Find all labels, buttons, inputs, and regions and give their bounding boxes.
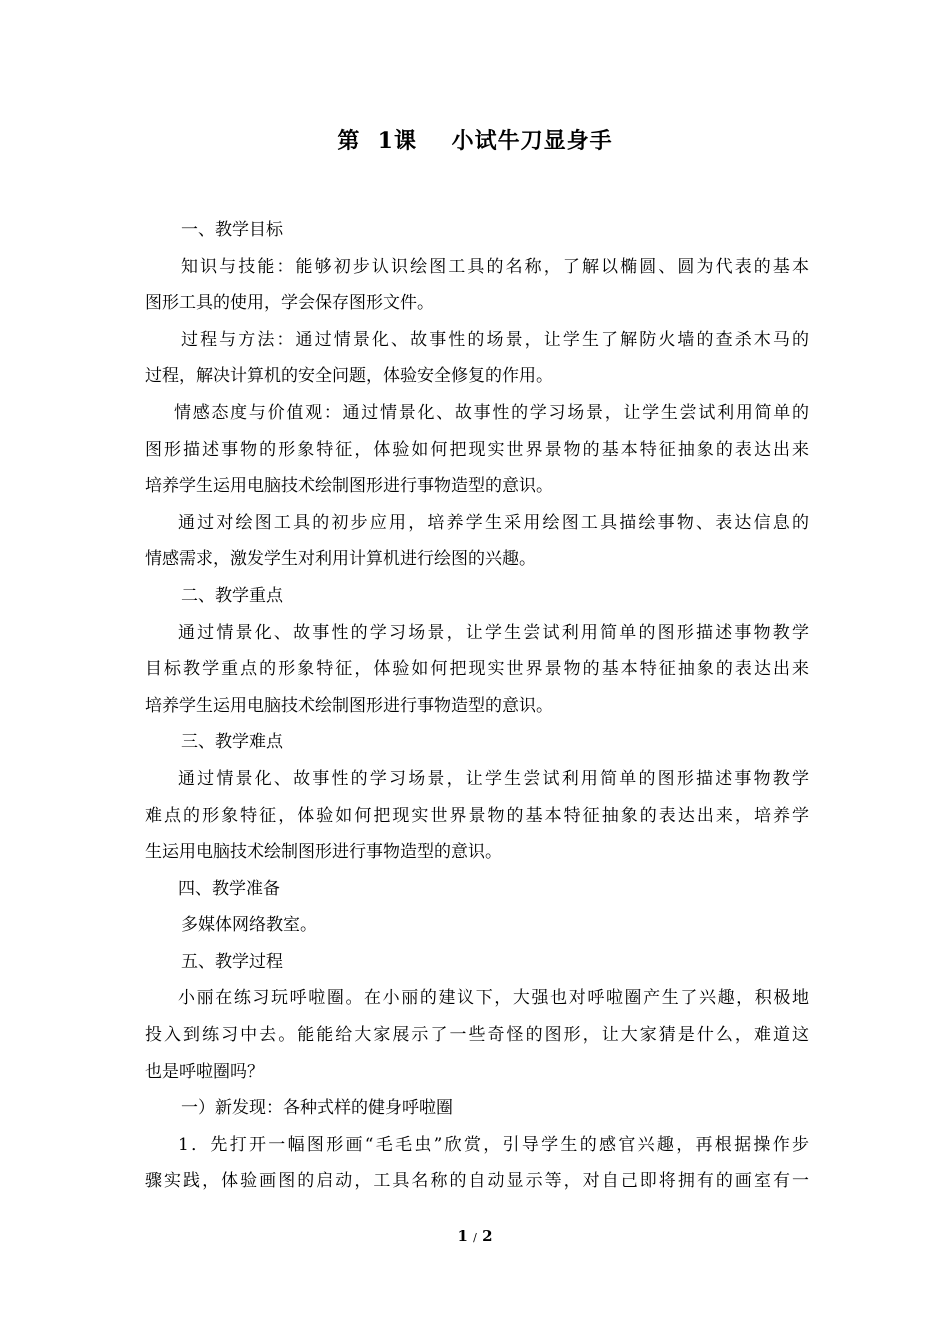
lesson-title: 第 1课 小试牛刀显身手: [337, 128, 613, 154]
paragraph-line: 也是呼啦圈吗？: [145, 1061, 264, 1082]
paragraph-line: 知识与技能：能够初步认识绘图工具的名称，了解以椭圆、圆为代表的基本: [181, 256, 809, 277]
paragraph-line: 投入到练习中去。能能给大家展示了一些奇怪的图形，让大家猜是什么，难道这: [145, 1025, 809, 1046]
paragraph-line: 1．先打开一幅图形画“毛毛虫”欣赏，引导学生的感官兴趣，再根据操作步: [178, 1134, 809, 1155]
paragraph-line: 培养学生运用电脑技术绘制图形进行事物造型的意识。: [145, 476, 553, 497]
paragraph-line: 培养学生运用电脑技术绘制图形进行事物造型的意识。: [145, 695, 553, 716]
page-separator: /: [473, 1231, 477, 1244]
current-page: 1: [457, 1227, 468, 1245]
paragraph-line: 通过情景化、故事性的学习场景，让学生尝试利用简单的图形描述事物教学: [178, 622, 809, 643]
section-heading-process: 五、教学过程: [181, 951, 283, 972]
total-pages: 2: [482, 1227, 493, 1245]
paragraph-line: 情感态度与价值观：通过情景化、故事性的学习场景，让学生尝试利用简单的: [174, 402, 809, 423]
paragraph-line: 情感需求，激发学生对利用计算机进行绘图的兴趣。: [145, 549, 536, 570]
section-heading-key-points: 二、教学重点: [181, 585, 283, 606]
subsection-heading: 一）新发现：各种式样的健身呼啦圈: [181, 1098, 453, 1119]
paragraph-line: 通过对绘图工具的初步应用，培养学生采用绘图工具描绘事物、表达信息的: [178, 512, 809, 533]
paragraph-line: 骤实践，体验画图的启动，工具名称的自动显示等，对自己即将拥有的画室有一: [145, 1171, 809, 1192]
section-heading-preparation: 四、教学准备: [178, 878, 280, 899]
paragraph-line: 多媒体网络教室。: [181, 915, 317, 936]
paragraph-line: 过程与方法：通过情景化、故事性的场景，让学生了解防火墙的查杀木马的: [181, 329, 809, 350]
paragraph-line: 图形描述事物的形象特征，体验如何把现实世界景物的基本特征抽象的表达出来: [145, 439, 809, 460]
paragraph-line: 图形工具的使用，学会保存图形文件。: [145, 293, 434, 314]
section-heading-objectives: 一、教学目标: [181, 220, 283, 240]
paragraph-line: 通过情景化、故事性的学习场景，让学生尝试利用简单的图形描述事物教学: [178, 768, 809, 789]
paragraph-line: 小丽在练习玩呼啦圈。在小丽的建议下，大强也对呼啦圈产生了兴趣，积极地: [178, 988, 809, 1009]
paragraph-line: 过程，解决计算机的安全问题，体验安全修复的作用。: [145, 366, 553, 387]
paragraph-line: 难点的形象特征，体验如何把现实世界景物的基本特征抽象的表达出来，培养学: [145, 805, 809, 826]
section-heading-difficulties: 三、教学难点: [181, 732, 283, 753]
paragraph-line: 生运用电脑技术绘制图形进行事物造型的意识。: [145, 842, 502, 863]
document-body: [145, 212, 809, 1200]
page-number: [0, 1227, 950, 1245]
paragraph-line: 目标教学重点的形象特征，体验如何把现实世界景物的基本特征抽象的表达出来: [145, 659, 809, 680]
